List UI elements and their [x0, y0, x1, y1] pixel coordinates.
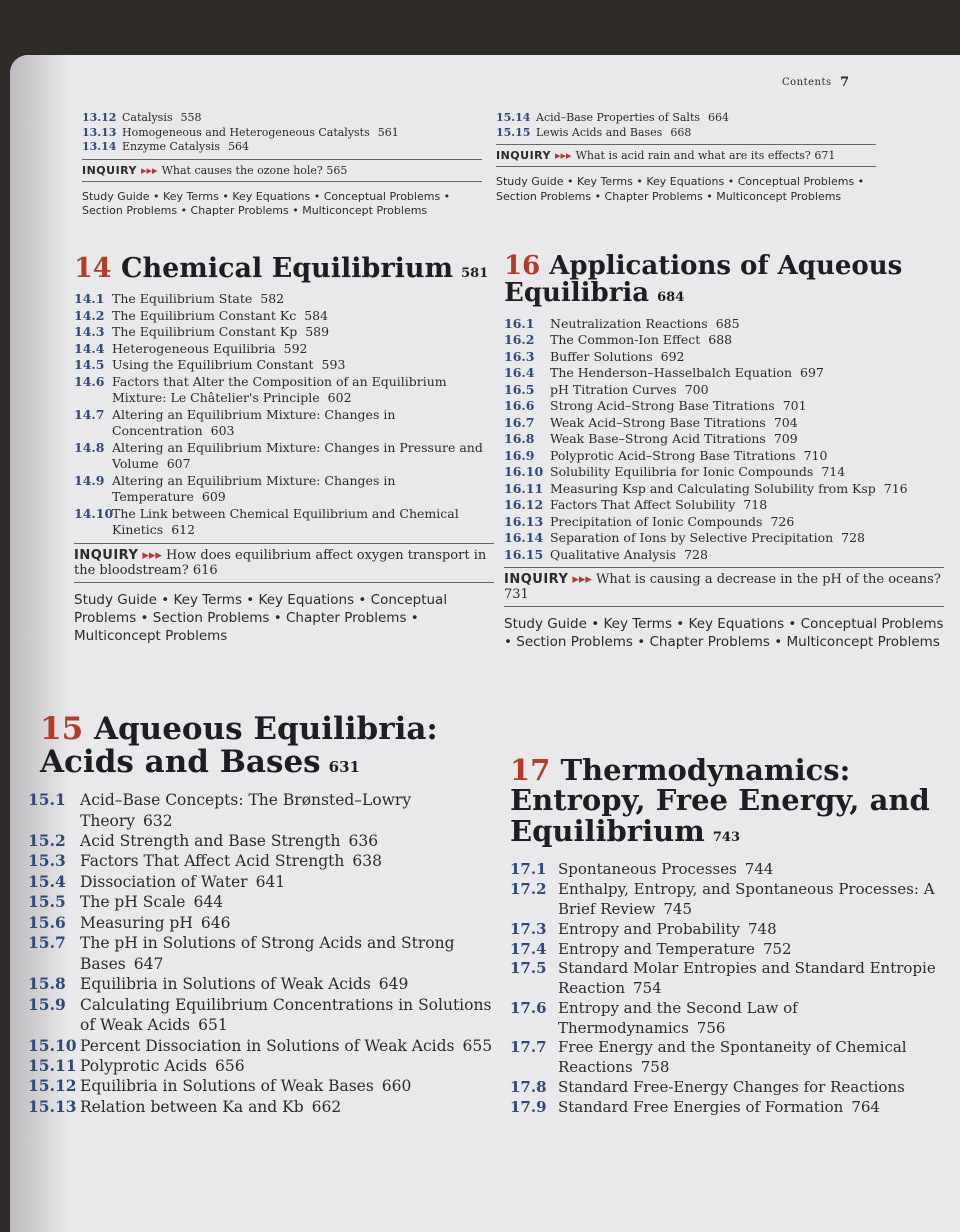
toc-entry: [510, 999, 960, 1039]
section-title: Factors That Affect Acid Strength 638: [80, 852, 382, 871]
toc-entry: [504, 431, 944, 448]
chapter-15-sections: [28, 790, 508, 1117]
toc-entry: [28, 974, 508, 994]
section-title: Lewis Acids and Bases 668: [536, 125, 692, 139]
inquiry-label: INQUIRY: [504, 572, 569, 588]
section-number: 16.6: [504, 398, 535, 414]
section-title: Enzyme Catalysis 564: [122, 140, 250, 154]
study-guide-14: Study Guide • Key Terms • Key Equations • Conceptual Problems • Section Problems • Chapter Problems • Multiconcept Problems: [74, 591, 448, 645]
chapter-15: [28, 713, 508, 1117]
section-number: 16.13: [504, 513, 544, 529]
section-number: 17.8: [510, 1078, 547, 1097]
section-page: 584: [304, 307, 329, 323]
toc-entry: [74, 291, 494, 308]
section-page: 644: [193, 893, 224, 912]
section-number: 17.6: [510, 998, 547, 1017]
section-page: 756: [696, 1018, 726, 1037]
chapter-15-tail: [496, 111, 876, 205]
section-page: 612: [171, 522, 196, 538]
section-number: 13.12: [82, 111, 117, 124]
chapter-14-title: 14 Chemical Equilibrium 581: [74, 253, 489, 284]
section-number: 14.8: [74, 439, 105, 455]
section-page: 748: [748, 919, 777, 938]
section-number: 14.5: [74, 357, 105, 373]
toc-entry: [28, 913, 508, 933]
section-title: The Equilibrium State 582: [112, 291, 285, 307]
toc-entry: [510, 1098, 960, 1118]
toc-entry: [510, 1078, 960, 1098]
section-title: Solubility Equilibria for Ionic Compounds 714: [550, 464, 846, 480]
section-title: Buffer Solutions 692: [550, 348, 685, 364]
section-page: 636: [348, 832, 379, 850]
section-page: 714: [821, 464, 846, 480]
section-title: Standard Molar Entropies and Standard Entropie Reaction 754: [558, 959, 936, 998]
section-number: 16.3: [504, 348, 535, 364]
section-title: Equilibria in Solutions of Weak Acids 649: [80, 975, 409, 994]
section-title: Factors That Affect Solubility 718: [550, 497, 768, 513]
section-page: 758: [640, 1058, 670, 1077]
section-number: 16.9: [504, 447, 535, 463]
section-page: 602: [327, 390, 352, 406]
section-title: Relation between Ka and Kb 662: [80, 1097, 342, 1116]
chapter-17-sections: [510, 860, 960, 1117]
toc-entry: [74, 407, 494, 440]
toc-entry: [504, 332, 944, 349]
inquiry-label: INQUIRY: [74, 547, 139, 563]
page-number: 7: [840, 75, 850, 90]
section-number: 17.3: [510, 919, 547, 938]
section-number: 15.14: [496, 111, 531, 124]
section-number: 14.9: [74, 472, 105, 488]
section-title: Acid Strength and Base Strength 636: [80, 832, 379, 850]
toc-entry: [82, 140, 482, 155]
section-page: 660: [381, 1077, 412, 1096]
section-title: Enthalpy, Entropy, and Spontaneous Processes: A Brief Review 745: [558, 880, 935, 918]
section-page: 754: [633, 979, 662, 998]
chapter-15-title: 15 Aqueous Equilibria: Acids and Bases 631: [40, 711, 438, 780]
toc-entry: [510, 860, 960, 880]
toc-entry: [74, 473, 494, 506]
section-title: Polyprotic Acid–Strong Base Titrations 710: [550, 447, 828, 463]
section-page: 700: [684, 381, 709, 397]
section-page: 728: [841, 530, 866, 546]
toc-entry: [28, 872, 508, 892]
section-page: 603: [210, 423, 235, 439]
study-guide-13: Study Guide • Key Terms • Key Equations • Conceptual Problems • Section Problems • Chapter Problems • Multiconcept Problems: [82, 189, 451, 218]
section-number: 16.2: [504, 332, 535, 348]
section-number: 16.14: [504, 530, 544, 546]
section-title: The pH in Solutions of Strong Acids and Strong Bases 647: [80, 934, 455, 973]
section-title: Standard Free Energies of Formation 764: [558, 1097, 880, 1116]
section-page: 752: [762, 939, 792, 958]
section-page: 592: [283, 340, 308, 356]
section-title: Strong Acid–Strong Base Titrations 701: [550, 398, 807, 414]
toc-entry: [28, 1097, 508, 1117]
section-number: 17.7: [510, 1038, 547, 1057]
section-number: 14.1: [74, 291, 105, 307]
section-title: Entropy and Temperature 752: [558, 939, 792, 958]
chapter-14-sections: [74, 291, 494, 539]
section-title: Altering an Equilibrium Mixture: Changes in Concentration 603: [112, 406, 396, 439]
section-number: 15.2: [28, 831, 66, 850]
inquiry-label: INQUIRY: [496, 149, 552, 163]
section-number: 16.11: [504, 480, 544, 496]
chapter-16: [504, 253, 944, 652]
toc-entry: [74, 308, 494, 325]
section-number: 17.9: [510, 1097, 547, 1116]
toc-entry: [504, 464, 944, 481]
section-title: Entropy and the Second Law of Thermodynamics 756: [558, 998, 798, 1037]
section-page: 685: [715, 315, 740, 331]
section-page: 668: [670, 125, 692, 139]
inquiry-text: What is acid rain and what are its effects? 671: [575, 149, 836, 163]
section-number: 15.5: [28, 892, 66, 912]
section-title: Neutralization Reactions 685: [550, 315, 740, 331]
section-number: 15.12: [28, 1076, 77, 1096]
toc-entry: [504, 316, 944, 333]
section-page: 716: [883, 480, 908, 496]
chapter-17: [510, 755, 960, 1118]
section-page: 662: [311, 1097, 342, 1116]
running-head: Contents: [782, 77, 832, 88]
section-title: The Common-Ion Effect 688: [550, 332, 733, 348]
section-title: Qualitative Analysis 728: [550, 546, 708, 562]
section-number: 14.2: [74, 307, 105, 323]
section-title: Polyprotic Acids 656: [80, 1056, 245, 1075]
section-number: 15.10: [28, 1035, 77, 1055]
section-number: 16.10: [504, 464, 544, 480]
study-guide-16: Study Guide • Key Terms • Key Equations • Conceptual Problems • Section Problems • Chapter Problems • Multiconcept Problems: [504, 616, 944, 651]
section-page: 656: [215, 1056, 245, 1075]
section-number: 14.7: [74, 406, 105, 422]
toc-entry: [74, 324, 494, 341]
toc-entry: [510, 940, 960, 960]
section-number: 17.4: [510, 939, 547, 958]
section-number: 14.4: [74, 340, 105, 356]
section-number: 17.5: [510, 959, 547, 978]
toc-entry: [504, 514, 944, 531]
section-number: 16.7: [504, 414, 535, 430]
section-title: Percent Dissociation in Solutions of Weak Acids 655: [80, 1036, 493, 1055]
inquiry-box-16: [504, 567, 944, 607]
section-number: 17.1: [510, 860, 547, 879]
section-page: 564: [228, 140, 250, 154]
inquiry-box-15: [496, 144, 876, 167]
toc-entry: [504, 365, 944, 382]
section-number: 13.14: [82, 140, 117, 154]
section-title: Using the Equilibrium Constant 593: [112, 357, 346, 373]
chapter-16-sections: [504, 316, 944, 564]
section-title: Precipitation of Ionic Compounds 726: [550, 513, 795, 529]
toc-entry: [28, 790, 508, 831]
section-title: Separation of Ions by Selective Precipitation 728: [550, 530, 866, 546]
section-title: Standard Free-Energy Changes for Reactions: [558, 1078, 905, 1097]
toc-entry: [74, 357, 494, 374]
section-title: Measuring pH 646: [80, 913, 231, 932]
section-number: 15.15: [496, 125, 531, 139]
section-title: Catalysis 558: [122, 111, 202, 124]
section-number: 16.1: [504, 315, 535, 331]
section-page: 582: [260, 291, 285, 307]
section-page: 710: [803, 447, 828, 463]
section-page: 726: [770, 513, 795, 529]
toc-entry: [28, 851, 508, 871]
toc-entry: [74, 506, 494, 539]
toc-entry: [510, 959, 960, 999]
study-guide-15: Study Guide • Key Terms • Key Equations • Conceptual Problems • Section Problems • Chapter Problems • Multiconcept Problems: [496, 175, 865, 203]
section-number: 15.13: [28, 1096, 77, 1116]
toc-entry: [504, 547, 944, 564]
section-page: 638: [352, 852, 382, 871]
toc-entry: [496, 111, 876, 126]
toc-entry: [74, 440, 494, 473]
toc-entry: [28, 1036, 508, 1056]
section-title: Homogeneous and Heterogeneous Catalysts 561: [122, 125, 399, 139]
section-number: 15.11: [28, 1055, 77, 1075]
section-number: 15.7: [28, 933, 66, 953]
section-title: The Equilibrium Constant Kc 584: [112, 307, 329, 323]
section-number: 17.2: [510, 880, 547, 899]
section-page: 704: [773, 414, 798, 430]
toc-entry: [28, 933, 508, 974]
section-number: 16.15: [504, 546, 544, 562]
section-number: 14.3: [74, 324, 105, 340]
section-page: 697: [800, 365, 824, 381]
section-title: Altering an Equilibrium Mixture: Changes in Temperature 609: [112, 472, 396, 505]
section-page: 593: [321, 357, 346, 373]
toc-entry: [496, 126, 876, 141]
toc-entry: [504, 349, 944, 366]
section-title: Measuring Ksp and Calculating Solubility from Ksp 716: [550, 480, 908, 496]
section-number: 15.8: [28, 974, 66, 994]
inquiry-arrow-icon: ▸▸▸: [572, 572, 592, 588]
inquiry-label: INQUIRY: [82, 163, 138, 177]
toc-entry: [28, 831, 508, 851]
section-title: Weak Acid–Strong Base Titrations 704: [550, 414, 798, 430]
section-number: 13.13: [82, 125, 117, 139]
section-title: The Henderson–Hasselbalch Equation 697: [550, 365, 824, 381]
section-title: Entropy and Probability 748: [558, 919, 777, 938]
section-title: Calculating Equilibrium Concentrations in Solutions of Weak Acids 651: [80, 995, 492, 1035]
section-title: Spontaneous Processes 744: [558, 860, 774, 879]
toc-entry: [504, 530, 944, 547]
section-page: 744: [744, 860, 774, 879]
toc-entry: [504, 398, 944, 415]
toc-entry: [504, 448, 944, 465]
section-page: 709: [773, 431, 798, 447]
chapter-17-title: 17 Thermodynamics: Entropy, Free Energy, and Equilibrium 743: [510, 753, 930, 848]
section-number: 15.1: [28, 790, 66, 810]
section-page: 607: [166, 456, 191, 472]
section-number: 15.4: [28, 871, 66, 891]
toc-entry: [504, 481, 944, 498]
inquiry-text: What causes the ozone hole? 565: [161, 163, 348, 177]
chapter-13-sections: [82, 111, 482, 155]
section-page: 558: [180, 111, 202, 124]
section-number: 15.9: [28, 994, 66, 1014]
section-page: 701: [782, 398, 807, 414]
section-page: 561: [377, 125, 399, 139]
inquiry-text: What is causing a decrease in the pH of the oceans? 731: [504, 572, 941, 603]
section-page: 728: [684, 546, 708, 562]
section-title: Heterogeneous Equilibria 592: [112, 340, 308, 356]
toc-entry: [28, 1056, 508, 1076]
section-page: 589: [305, 324, 330, 340]
toc-entry: [28, 1076, 508, 1096]
section-title: Weak Base–Strong Acid Titrations 709: [550, 431, 798, 447]
chapter-16-title: 16 Applications of Aqueous Equilibria 684: [504, 251, 903, 309]
toc-entry: [74, 341, 494, 358]
chapter-14: [74, 255, 494, 646]
inquiry-arrow-icon: ▸▸▸: [141, 163, 158, 177]
section-page: 646: [200, 913, 231, 932]
section-title: Factors that Alter the Composition of an Equilibrium Mixture: Le Châtelier's Principle 602: [112, 373, 447, 406]
section-page: 632: [143, 811, 173, 830]
section-number: 15.3: [28, 851, 66, 871]
section-page: 764: [851, 1097, 880, 1116]
toc-entry: [510, 920, 960, 940]
section-title: Dissociation of Water 641: [80, 872, 286, 891]
section-title: Altering an Equilibrium Mixture: Changes in Pressure and Volume 607: [112, 439, 483, 472]
toc-entry: [28, 995, 508, 1036]
inquiry-arrow-icon: ▸▸▸: [142, 547, 162, 563]
toc-entry: [504, 382, 944, 399]
section-number: 14.6: [74, 373, 105, 389]
toc-entry: [510, 880, 960, 920]
inquiry-text: How does equilibrium affect oxygen transport in the bloodstream? 616: [74, 547, 487, 578]
section-page: 609: [201, 489, 226, 505]
section-page: 647: [133, 954, 164, 973]
section-page: 664: [708, 111, 730, 124]
section-title: pH Titration Curves 700: [550, 381, 709, 397]
section-title: Free Energy and the Spontaneity of Chemical Reactions 758: [558, 1038, 907, 1077]
section-page: 718: [743, 497, 768, 513]
section-number: 16.12: [504, 497, 544, 513]
toc-entry: [510, 1038, 960, 1078]
section-title: The Link between Chemical Equilibrium and Chemical Kinetics 612: [112, 505, 459, 538]
section-page: 745: [663, 899, 692, 918]
section-page: 649: [378, 975, 409, 994]
section-title: Acid–Base Concepts: The Brønsted–Lowry Theory 632: [80, 791, 412, 830]
section-number: 14.10: [74, 505, 114, 521]
inquiry-box-13: [82, 159, 482, 182]
toc-entry: [504, 415, 944, 432]
section-title: The Equilibrium Constant Kp 589: [112, 324, 330, 340]
section-title: Equilibria in Solutions of Weak Bases 660: [80, 1077, 412, 1096]
section-page: 688: [708, 332, 733, 348]
section-page: 641: [255, 872, 286, 891]
chapter-13-tail: [82, 111, 482, 219]
toc-entry: [28, 892, 508, 912]
toc-entry: [82, 111, 482, 126]
section-number: 16.8: [504, 431, 535, 447]
section-page: 651: [198, 1016, 228, 1035]
section-title: The pH Scale 644: [80, 893, 224, 912]
section-title: Acid–Base Properties of Salts 664: [536, 111, 730, 124]
section-page: 692: [660, 348, 685, 364]
toc-entry: [504, 497, 944, 514]
toc-entry: [74, 374, 494, 407]
section-number: 16.4: [504, 365, 535, 381]
inquiry-box-14: [74, 543, 494, 583]
toc-entry: [82, 126, 482, 141]
book-page: [10, 55, 960, 1232]
section-number: 15.6: [28, 912, 66, 932]
chapter-15-tail-sections: [496, 111, 876, 140]
section-number: 16.5: [504, 381, 535, 397]
inquiry-arrow-icon: ▸▸▸: [555, 149, 572, 163]
section-page: 655: [462, 1036, 493, 1055]
